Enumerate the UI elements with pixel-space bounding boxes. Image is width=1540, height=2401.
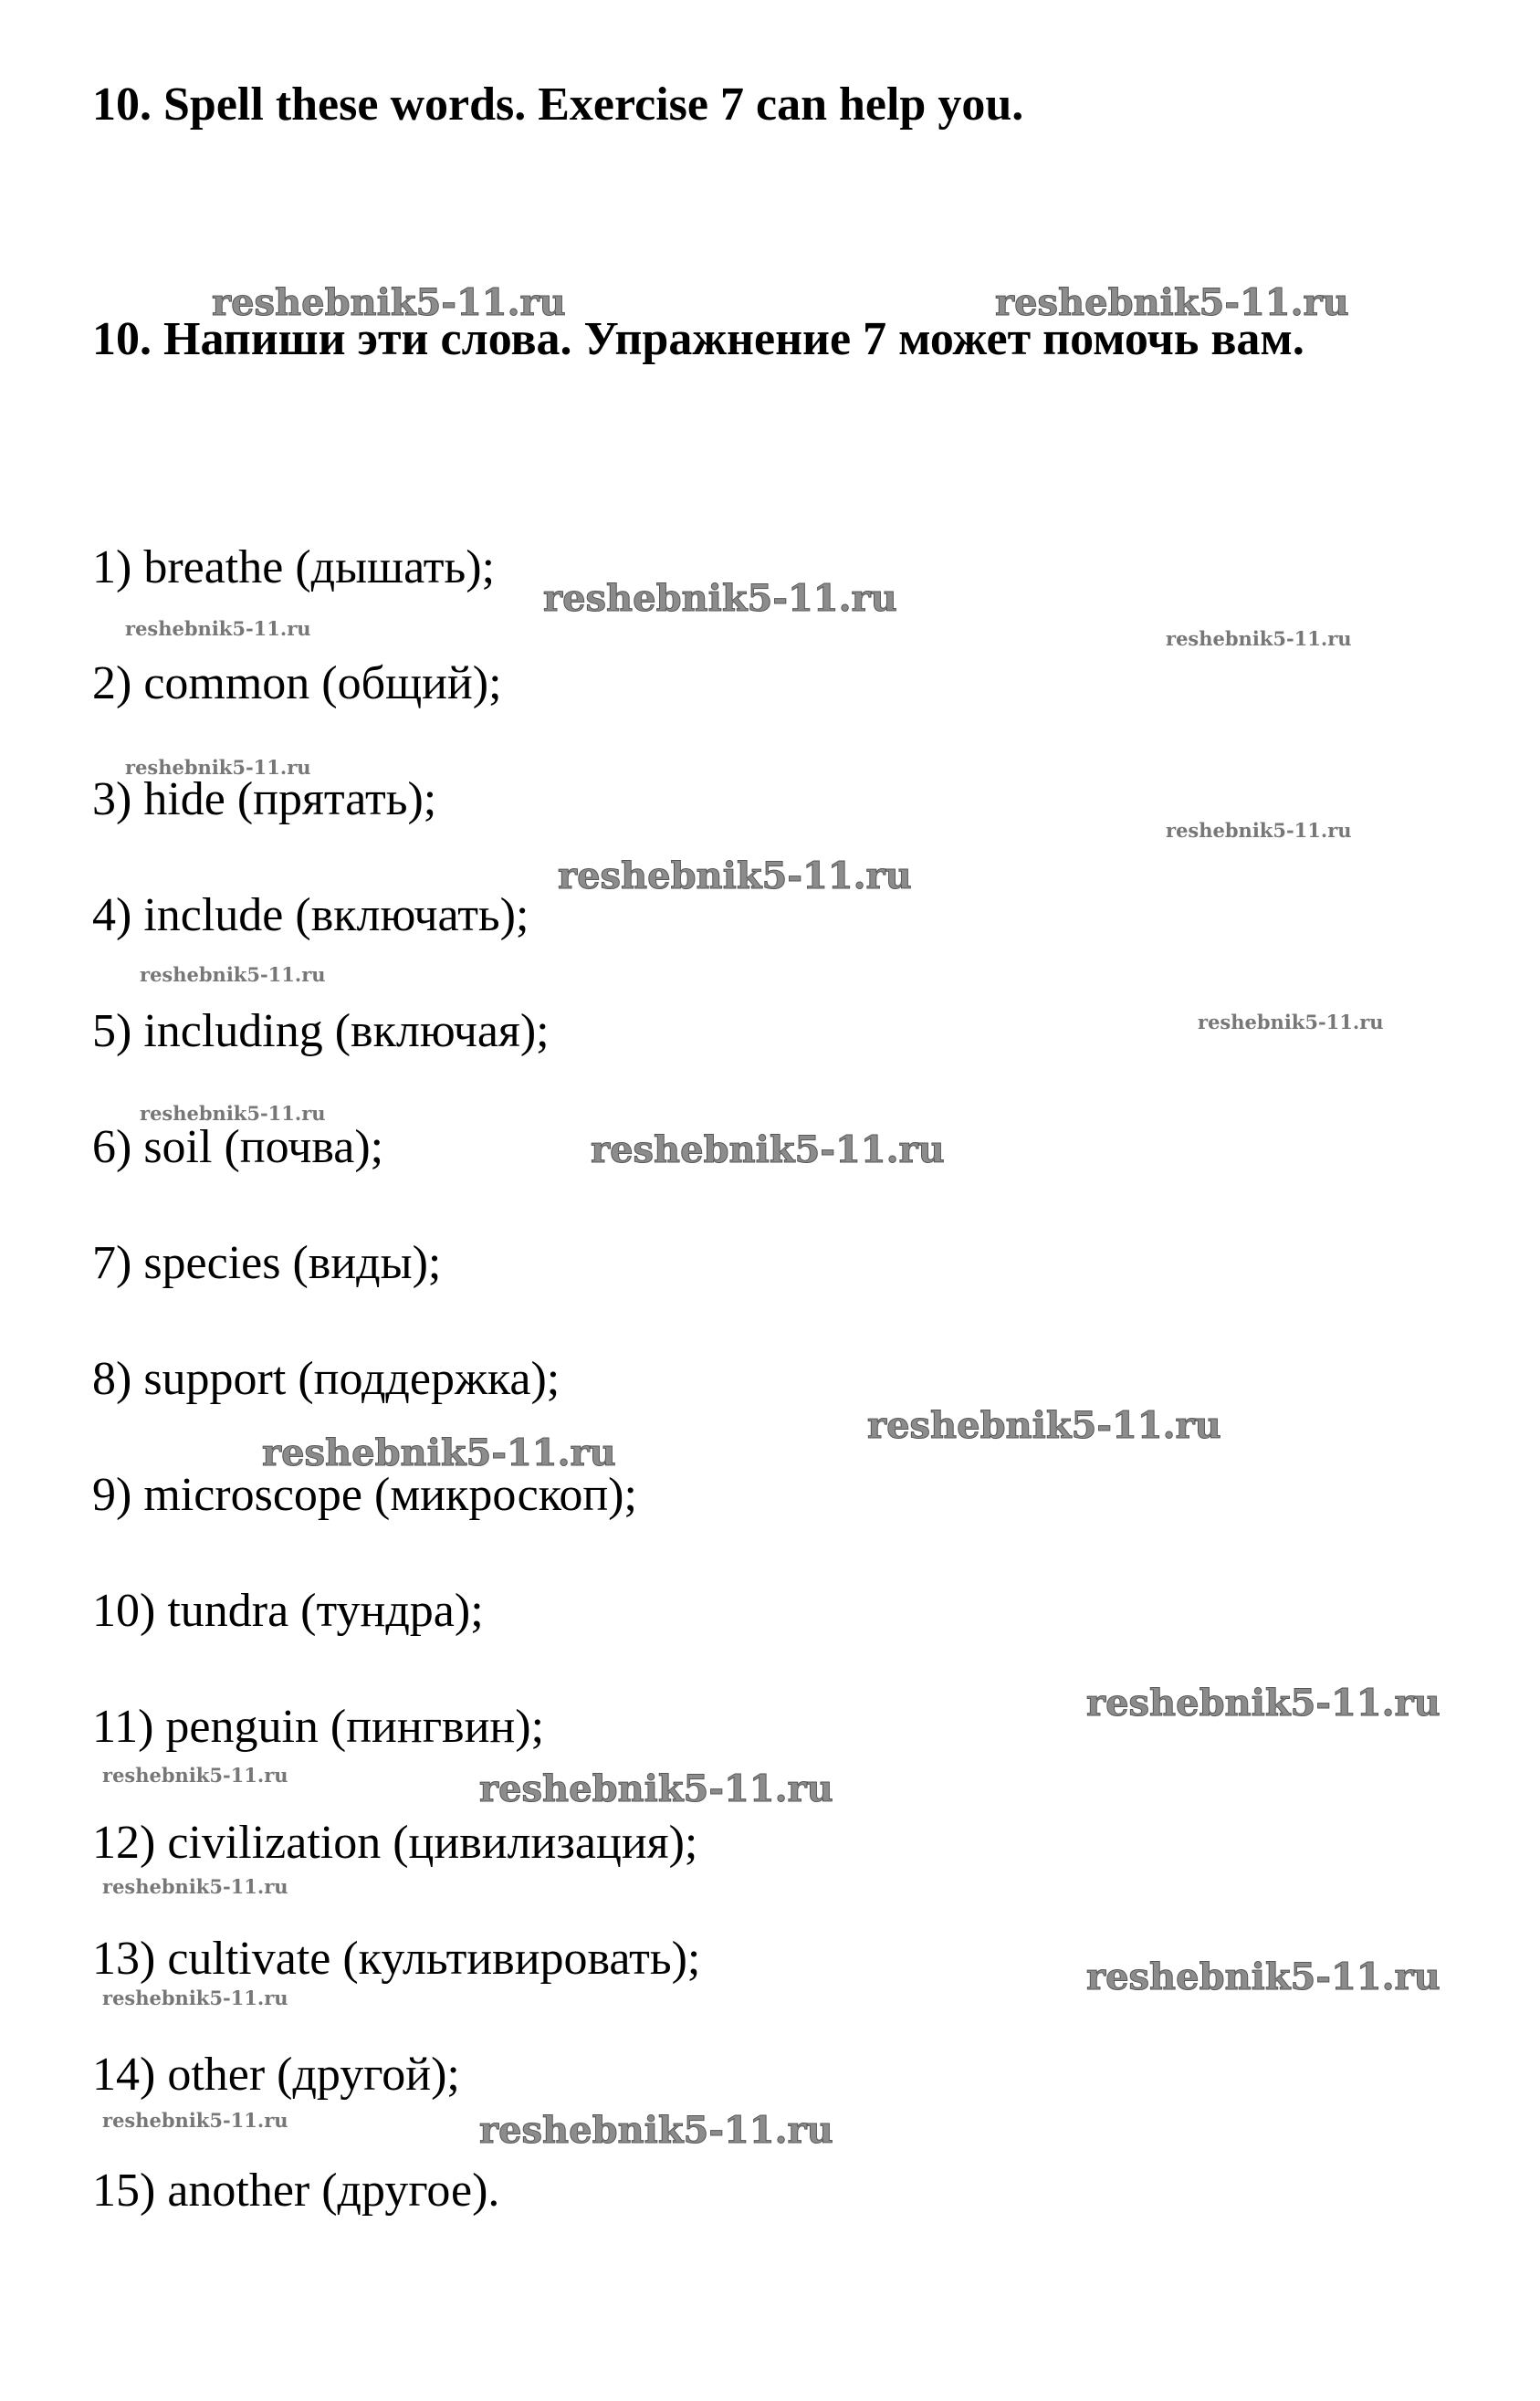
watermark: reshebnik5-11.ru xyxy=(479,1767,833,1810)
list-item: 5) including (включая); xyxy=(92,1005,550,1057)
word-list xyxy=(92,540,700,2280)
watermark: reshebnik5-11.ru xyxy=(140,1102,326,1125)
list-item: 6) soil (почва); xyxy=(92,1121,384,1173)
list-item: 10) tundra (тундра); xyxy=(92,1585,484,1637)
watermark: reshebnik5-11.ru xyxy=(262,1431,616,1474)
list-item: 7) species (виды); xyxy=(92,1237,442,1289)
watermark: reshebnik5-11.ru xyxy=(591,1128,945,1171)
list-item: 4) include (включать); xyxy=(92,889,529,941)
watermark: reshebnik5-11.ru xyxy=(212,281,566,324)
watermark: reshebnik5-11.ru xyxy=(479,2109,833,2152)
watermark: reshebnik5-11.ru xyxy=(1166,819,1352,842)
exercise-heading-russian: 10. Напиши эти слова. Упражнение 7 может помочь вам. xyxy=(92,313,1304,365)
watermark: reshebnik5-11.ru xyxy=(125,756,311,779)
watermark: reshebnik5-11.ru xyxy=(102,1875,288,1898)
watermark: reshebnik5-11.ru xyxy=(1086,1955,1440,1998)
watermark: reshebnik5-11.ru xyxy=(543,577,897,620)
list-item: 8) support (поддержка); xyxy=(92,1353,560,1405)
list-item: 15) another (другое). xyxy=(92,2165,500,2217)
watermark: reshebnik5-11.ru xyxy=(995,281,1349,324)
watermark: reshebnik5-11.ru xyxy=(102,1987,288,2009)
list-item: 13) cultivate (культивировать); xyxy=(92,1933,701,1985)
list-item: 3) hide (прятать); xyxy=(92,773,437,825)
list-item: 1) breathe (дышать); xyxy=(92,541,496,593)
list-item: 12) civilization (цивилизация); xyxy=(92,1817,698,1869)
watermark: reshebnik5-11.ru xyxy=(558,855,912,897)
watermark: reshebnik5-11.ru xyxy=(102,2109,288,2132)
list-item: 11) penguin (пингвин); xyxy=(92,1701,545,1753)
watermark: reshebnik5-11.ru xyxy=(1166,627,1352,650)
list-item: 14) other (другой); xyxy=(92,2049,460,2101)
watermark: reshebnik5-11.ru xyxy=(1086,1682,1440,1725)
exercise-heading-english: 10. Spell these words. Exercise 7 can help you. xyxy=(92,79,1024,131)
list-item: 2) common (общий); xyxy=(92,657,502,709)
watermark: reshebnik5-11.ru xyxy=(1198,1011,1384,1033)
list-item: 9) microscope (микроскоп); xyxy=(92,1469,637,1521)
watermark: reshebnik5-11.ru xyxy=(102,1764,288,1787)
watermark: reshebnik5-11.ru xyxy=(125,617,311,640)
watermark: reshebnik5-11.ru xyxy=(867,1404,1221,1447)
watermark: reshebnik5-11.ru xyxy=(140,963,326,986)
